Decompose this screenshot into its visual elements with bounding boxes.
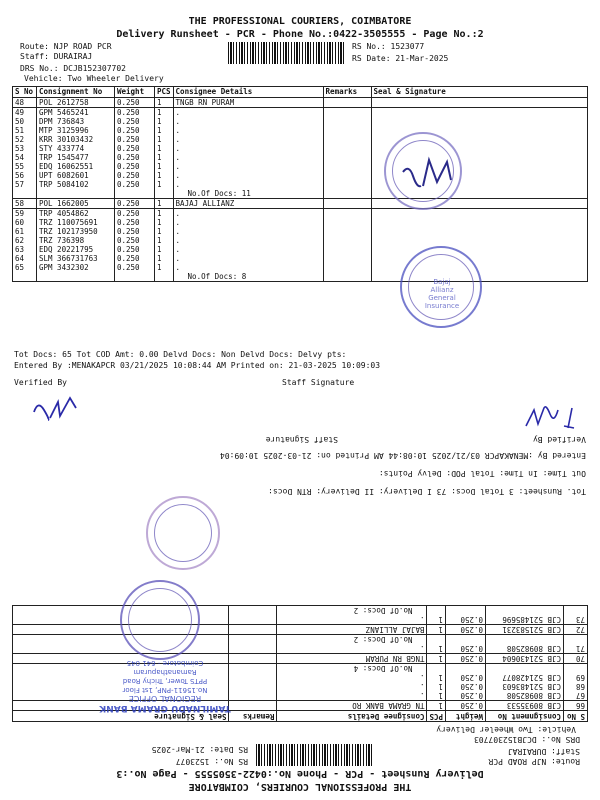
docs-count: No.Of Docs: 11 xyxy=(173,189,323,199)
cell-cn: TRZ 102173950 xyxy=(37,227,115,236)
cell-remarks xyxy=(323,245,371,254)
cell-remarks xyxy=(323,144,371,153)
cell-remarks xyxy=(323,171,371,180)
cell-wt: 0.250 xyxy=(446,682,486,691)
cell-details: BAJAJ ALLIANZ xyxy=(173,199,323,209)
table-row xyxy=(13,263,588,272)
cell-wt: 0.250 xyxy=(446,644,486,654)
cell-empty xyxy=(155,189,174,199)
column-header: Weight xyxy=(115,87,155,98)
cell-empty xyxy=(486,635,564,645)
cell-cn: STY 433774 xyxy=(37,144,115,153)
cell-remarks xyxy=(323,236,371,245)
signature-mark xyxy=(395,150,465,196)
verified-by-label: Verified By xyxy=(533,435,586,444)
cell-empty xyxy=(155,272,174,282)
cell-empty xyxy=(446,606,486,616)
route: Route: NJP ROAD PCR xyxy=(488,757,580,766)
cell-empty xyxy=(564,664,588,674)
cell-pcs: 1 xyxy=(155,171,174,180)
verified-by-label: Verified By xyxy=(14,378,67,387)
cell-sno: 51 xyxy=(13,126,37,135)
cell-remarks xyxy=(323,254,371,263)
cell-cn: EDQ 16062551 xyxy=(37,162,115,171)
cell-sno: 66 xyxy=(564,701,588,711)
cell-pcs: 1 xyxy=(155,153,174,162)
cell-wt: 0.250 xyxy=(115,162,155,171)
cell-details: . xyxy=(173,135,323,144)
cell-wt: 0.250 xyxy=(115,209,155,219)
cell-wt: 0.250 xyxy=(115,263,155,272)
cell-seal xyxy=(371,209,587,219)
docs-count-row xyxy=(13,272,588,282)
cell-pcs: 1 xyxy=(155,108,174,118)
cell-details: . xyxy=(277,691,427,701)
vehicle: Vehicle: Two Wheeler Delivery xyxy=(24,74,164,83)
table-row xyxy=(13,162,588,171)
cell-details: TNGB RN PURAM xyxy=(173,98,323,108)
cell-wt: 0.250 xyxy=(115,144,155,153)
cell-empty xyxy=(13,189,37,199)
column-header: Remarks xyxy=(323,87,371,98)
table-row xyxy=(13,153,588,162)
cell-details: BAJAJ ALLIANZ xyxy=(277,625,427,635)
staff: Staff: DURAIRAJ xyxy=(507,747,580,756)
cell-wt: 0.250 xyxy=(446,654,486,664)
cell-cn: CJB 521483603 xyxy=(486,682,564,691)
cell-cn: GPM 5465241 xyxy=(37,108,115,118)
cell-wt: 0.250 xyxy=(115,135,155,144)
cell-pcs: 1 xyxy=(155,245,174,254)
column-header: Seal & Signature xyxy=(13,711,229,722)
cell-details: . xyxy=(173,209,323,219)
cell-empty xyxy=(323,272,371,282)
table-row xyxy=(13,209,588,219)
cell-remarks xyxy=(229,615,277,625)
cell-cn: EDQ 20221795 xyxy=(37,245,115,254)
table-row xyxy=(13,615,588,625)
cell-pcs: 1 xyxy=(155,162,174,171)
cell-empty xyxy=(564,606,588,616)
staff-signature-label: Staff Signature xyxy=(282,378,355,387)
cell-empty xyxy=(37,272,115,282)
verifier-signature xyxy=(510,404,580,438)
cell-remarks xyxy=(323,117,371,126)
cell-pcs: 1 xyxy=(155,199,174,209)
cell-cn: MTP 3125996 xyxy=(37,126,115,135)
docs-count: No.Of Docs: 4 xyxy=(277,664,427,674)
cell-pcs: 1 xyxy=(155,135,174,144)
barcode xyxy=(228,42,344,64)
cell-wt: 0.250 xyxy=(115,254,155,263)
cell-wt: 0.250 xyxy=(115,236,155,245)
cell-details: . xyxy=(173,245,323,254)
company-title: THE PROFESSIONAL COURIERS, COIMBATORE xyxy=(188,16,412,27)
totals-line: Tot Docs: 65 Tot COD Amt: 0.00 Delvd Docs: Non Delvd Docs: Delvy pts: xyxy=(14,350,347,359)
cell-remarks xyxy=(323,199,371,209)
table-row xyxy=(13,625,588,635)
cell-details: . xyxy=(277,644,427,654)
stamp-line: Coimbatore - 641 045 xyxy=(126,659,204,667)
cell-pcs: 1 xyxy=(427,654,446,664)
cell-seal xyxy=(371,117,587,126)
cell-sno: 65 xyxy=(13,263,37,272)
table-row xyxy=(13,126,588,135)
cell-cn: TRZ 736398 xyxy=(37,236,115,245)
docs-count: No.Of Docs: 2 xyxy=(277,606,427,616)
cell-details: . xyxy=(173,153,323,162)
cell-seal xyxy=(371,218,587,227)
rs-date: RS Date: 21-Mar-2025 xyxy=(151,745,248,754)
entered-by: Entered By :MENAKAPCR 03/21/2025 10:08:44 AM Printed on: 21-03-2025 10:09:03 xyxy=(14,361,381,370)
staff: Staff: DURAIRAJ xyxy=(20,52,93,61)
cell-wt: 0.250 xyxy=(115,108,155,118)
bank-office-stamp xyxy=(60,658,270,712)
column-header: Consignee Details xyxy=(173,87,323,98)
table-row xyxy=(13,98,588,108)
cell-cn: SLM 366731763 xyxy=(37,254,115,263)
column-header: Consignment No xyxy=(37,87,115,98)
cell-wt: 0.250 xyxy=(446,625,486,635)
cell-sno: 58 xyxy=(13,199,37,209)
cell-cn: POL 1662005 xyxy=(37,199,115,209)
cell-details: . xyxy=(173,180,323,189)
table-row xyxy=(13,117,588,126)
column-header: S No xyxy=(13,87,37,98)
cell-sno: 50 xyxy=(13,117,37,126)
cell-seal xyxy=(371,245,587,254)
docs-count-row xyxy=(13,606,588,616)
cell-seal xyxy=(371,254,587,263)
stamp-line: No.15611-PNP, 1st Floor xyxy=(122,686,208,694)
cell-remarks xyxy=(229,625,277,635)
cell-cn: CJB 521485696 xyxy=(486,615,564,625)
cell-seal xyxy=(371,227,587,236)
cell-cn: CJB 521428077 xyxy=(486,673,564,682)
table-row xyxy=(13,108,588,118)
rs-number: RS No.: 1523077 xyxy=(352,42,425,51)
runsheet-subtitle: Delivery Runsheet - PCR - Phone No.:0422-3505555 - Page No.:3 xyxy=(116,768,484,779)
cell-pcs: 1 xyxy=(427,644,446,654)
table-row xyxy=(13,254,588,263)
cell-details: . xyxy=(173,162,323,171)
route: Route: NJP ROAD PCR xyxy=(20,42,112,51)
stamp-text: Bajaj Allianz General Insurance xyxy=(424,278,460,310)
cell-remarks xyxy=(323,135,371,144)
cell-sno: 56 xyxy=(13,171,37,180)
drs-number: DRS No.: DCJB152307703 xyxy=(474,735,580,744)
cell-remarks xyxy=(323,227,371,236)
table-row xyxy=(13,218,588,227)
cell-details: TNGB RN PURAM xyxy=(277,654,427,664)
cell-empty xyxy=(427,635,446,645)
cell-seal xyxy=(371,98,587,108)
cell-sno: 62 xyxy=(13,236,37,245)
cell-cn: UPT 6082601 xyxy=(37,171,115,180)
cell-wt: 0.250 xyxy=(115,227,155,236)
cell-remarks xyxy=(323,153,371,162)
totals-line-2: Out Time: In Time: Total POD: Delvy Points: xyxy=(378,469,586,478)
cell-empty xyxy=(115,272,155,282)
runsheet-page-3-inverted xyxy=(0,400,600,800)
cell-cn: CJB 521430604 xyxy=(486,654,564,664)
stamp-line: REGIONAL OFFICE xyxy=(128,694,202,703)
cell-pcs: 1 xyxy=(155,126,174,135)
cell-wt: 0.250 xyxy=(446,673,486,682)
cell-details: . xyxy=(277,673,427,682)
cell-wt: 0.250 xyxy=(446,615,486,625)
table-row xyxy=(13,180,588,189)
cell-details: . xyxy=(173,254,323,263)
cell-empty xyxy=(229,606,277,616)
barcode xyxy=(256,744,372,766)
cell-cn: DPM 736843 xyxy=(37,117,115,126)
drs-number: DRS No.: DCJB152307702 xyxy=(20,64,126,73)
column-header: PCS xyxy=(427,711,446,722)
bajaj-allianz-stamp xyxy=(400,246,482,328)
column-header: S No xyxy=(564,711,588,722)
cell-empty xyxy=(427,664,446,674)
cell-sno: 69 xyxy=(564,673,588,682)
docs-count-row xyxy=(13,189,588,199)
cell-remarks xyxy=(323,126,371,135)
cell-cn: TRP 5084102 xyxy=(37,180,115,189)
cell-pcs: 1 xyxy=(427,673,446,682)
rs-date: RS Date: 21-Mar-2025 xyxy=(352,54,449,63)
cell-empty xyxy=(13,272,37,282)
totals-line-1: Tot. Runsheet: 3 Total Docs: 73 I Delivery: II Delivery: RTN Docs: xyxy=(268,487,586,496)
cell-sno: 54 xyxy=(13,153,37,162)
cell-sno: 55 xyxy=(13,162,37,171)
cell-cn: CJB 521583231 xyxy=(486,625,564,635)
cell-pcs: 1 xyxy=(155,254,174,263)
cell-wt: 0.250 xyxy=(115,126,155,135)
table-row xyxy=(13,236,588,245)
cell-pcs: 1 xyxy=(427,701,446,711)
docs-count-row xyxy=(13,635,588,645)
cell-wt: 0.250 xyxy=(446,691,486,701)
cell-details: . xyxy=(173,108,323,118)
cell-sno: 63 xyxy=(13,245,37,254)
column-header: Consignee Details xyxy=(277,711,427,722)
cell-empty xyxy=(486,664,564,674)
cell-pcs: 1 xyxy=(155,180,174,189)
cell-seal xyxy=(371,108,587,118)
round-seal-stamp xyxy=(120,580,200,660)
cell-sno: 64 xyxy=(13,254,37,263)
cell-details: . xyxy=(173,227,323,236)
cell-sno: 52 xyxy=(13,135,37,144)
cell-sno: 70 xyxy=(564,654,588,664)
cell-details: TN GRAMA BANK RO xyxy=(277,701,427,711)
cell-pcs: 1 xyxy=(155,218,174,227)
table-row xyxy=(13,171,588,180)
cell-wt: 0.250 xyxy=(115,199,155,209)
cell-pcs: 1 xyxy=(155,236,174,245)
cell-empty xyxy=(229,635,277,645)
cell-wt: 0.250 xyxy=(115,171,155,180)
stamp-line: TAMILNADU GRAMA BANK xyxy=(99,703,231,713)
stamp-line: PPTS Tower, Trichy Road xyxy=(122,677,208,685)
cell-remarks xyxy=(323,263,371,272)
cell-remarks xyxy=(323,180,371,189)
cell-empty xyxy=(446,635,486,645)
cell-details: . xyxy=(173,218,323,227)
cell-sno: 48 xyxy=(13,98,37,108)
cell-remarks xyxy=(323,98,371,108)
cell-remarks xyxy=(229,644,277,654)
cell-sno: 67 xyxy=(564,691,588,701)
cell-sno: 49 xyxy=(13,108,37,118)
column-header: Weight xyxy=(446,711,486,722)
cell-cn: POL 2612758 xyxy=(37,98,115,108)
docs-count: No.Of Docs: 8 xyxy=(173,272,323,282)
cell-details: . xyxy=(173,144,323,153)
column-header: PCS xyxy=(155,87,174,98)
docs-count: No.Of Docs: 2 xyxy=(277,635,427,645)
cell-cn: CJB 80935533 xyxy=(486,701,564,711)
cell-pcs: 1 xyxy=(155,98,174,108)
table-row xyxy=(13,644,588,654)
table-row xyxy=(13,245,588,254)
cell-remarks xyxy=(323,162,371,171)
cell-empty xyxy=(37,189,115,199)
cell-details: . xyxy=(173,117,323,126)
cell-empty xyxy=(323,189,371,199)
cell-seal xyxy=(371,126,587,135)
column-header: Remarks xyxy=(229,711,277,722)
cell-sno: 73 xyxy=(564,615,588,625)
runsheet-table xyxy=(12,86,588,282)
cell-pcs: 1 xyxy=(427,691,446,701)
cell-cn: GPM 3432302 xyxy=(37,263,115,272)
cell-wt: 0.250 xyxy=(115,245,155,254)
column-header: Consignment No xyxy=(486,711,564,722)
cell-sno: 59 xyxy=(13,209,37,219)
cell-details: . xyxy=(173,126,323,135)
company-title: THE PROFESSIONAL COURIERS, COIMBATORE xyxy=(188,781,412,792)
table-row xyxy=(13,199,588,209)
cell-pcs: 1 xyxy=(427,615,446,625)
cell-wt: 0.250 xyxy=(115,117,155,126)
entered-by: Entered By :MENAKAPCR 03/21/2025 10:08:44 AM Printed on: 21-03-2025 10:09:04 xyxy=(219,451,586,460)
cell-empty xyxy=(564,635,588,645)
table-row xyxy=(13,227,588,236)
stamp-line: Ramanathapuram xyxy=(133,668,197,676)
cell-remarks xyxy=(323,209,371,219)
cell-empty xyxy=(446,664,486,674)
cell-empty xyxy=(427,606,446,616)
cell-sno: 57 xyxy=(13,180,37,189)
cell-empty xyxy=(115,189,155,199)
cell-cn: CJB 80982508 xyxy=(486,691,564,701)
cell-sno: 71 xyxy=(564,644,588,654)
table-row xyxy=(13,144,588,153)
cell-empty xyxy=(486,606,564,616)
cell-sno: 53 xyxy=(13,144,37,153)
cell-wt: 0.250 xyxy=(115,98,155,108)
runsheet-subtitle: Delivery Runsheet - PCR - Phone No.:0422-3505555 - Page No.:2 xyxy=(116,29,484,40)
cell-seal xyxy=(13,644,229,654)
staff-signature-label: Staff Signature xyxy=(265,435,338,444)
cell-pcs: 1 xyxy=(155,263,174,272)
cell-wt: 0.250 xyxy=(115,218,155,227)
cell-cn: TRZ 110075691 xyxy=(37,218,115,227)
cell-details: . xyxy=(277,682,427,691)
cell-details: . xyxy=(173,263,323,272)
cell-details: . xyxy=(173,171,323,180)
column-header: Seal & Signature xyxy=(371,87,587,98)
cell-pcs: 1 xyxy=(155,117,174,126)
cell-cn: KRR 30103432 xyxy=(37,135,115,144)
cell-sno: 60 xyxy=(13,218,37,227)
cell-cn: TRP 4054862 xyxy=(37,209,115,219)
cell-cn: CJB 80982508 xyxy=(486,644,564,654)
cell-pcs: 1 xyxy=(155,144,174,153)
cell-cn: TRP 1545477 xyxy=(37,153,115,162)
cell-sno: 72 xyxy=(564,625,588,635)
cell-remarks xyxy=(323,108,371,118)
cell-pcs: 1 xyxy=(427,625,446,635)
table-row xyxy=(13,135,588,144)
vehicle: Vehicle: Two Wheeler Delivery xyxy=(436,725,576,734)
cell-wt: 0.250 xyxy=(446,701,486,711)
cell-details: . xyxy=(277,615,427,625)
cell-pcs: 1 xyxy=(427,682,446,691)
rs-number: RS No.: 1523077 xyxy=(175,757,248,766)
faded-seal-stamp xyxy=(146,496,220,570)
cell-seal xyxy=(371,236,587,245)
cell-sno: 61 xyxy=(13,227,37,236)
cell-details: . xyxy=(173,236,323,245)
cell-remarks xyxy=(323,218,371,227)
cell-pcs: 1 xyxy=(155,209,174,219)
cell-wt: 0.250 xyxy=(115,180,155,189)
cell-pcs: 1 xyxy=(155,227,174,236)
cell-sno: 68 xyxy=(564,682,588,691)
cell-wt: 0.250 xyxy=(115,153,155,162)
